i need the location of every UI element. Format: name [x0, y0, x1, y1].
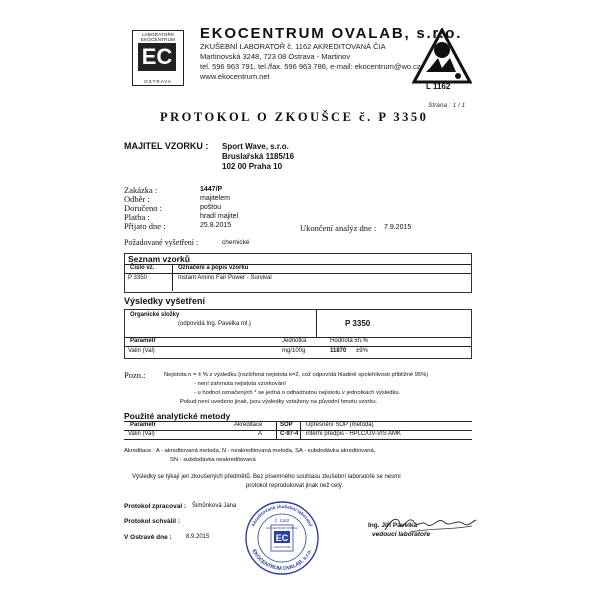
owner-label: MAJITEL VZORKU :	[124, 141, 209, 151]
odber-value: majitelem	[200, 195, 230, 202]
divider	[124, 273, 472, 274]
divider	[124, 264, 472, 265]
page-title: PROTOKOL O ZKOUŠCE č. P 3350	[160, 110, 429, 124]
notes-label: Pozn.:	[124, 370, 146, 380]
prijato-value: 25.8.2015	[200, 222, 232, 229]
schvalil-label: Protokol schválil :	[124, 518, 180, 525]
svg-text:Akreditovaná zkušební laborato	[250, 504, 313, 528]
address-line-2: Martinovská 3248, 723 08 Ostrava - Martinov	[200, 52, 351, 61]
sample-desc: Instant Amino Fair Power - Survival	[178, 275, 272, 281]
accreditation-number: L 1162	[426, 82, 451, 91]
date-value: 8.9.2015	[186, 534, 210, 540]
sample-num: P 3350	[128, 275, 147, 281]
address-line-1: ZKUŠEBNÍ LABORATOŘ č. 1162 AKREDITOVANÁ ČIA	[200, 42, 386, 51]
result-unit: mg/100g	[282, 348, 306, 354]
doruceno-value: poštou	[200, 204, 222, 211]
date-label: V Ostravě dne :	[124, 534, 172, 541]
signer-name: Ing. Jiří Pavelka	[368, 522, 418, 529]
results-responsible: (odpovídá Ing. Pavelka ml.)	[178, 321, 252, 327]
divider	[316, 309, 317, 337]
divider	[172, 264, 173, 291]
logo-bottom-text: OSTRAVA	[144, 79, 172, 84]
results-col-unit: Jednotka	[282, 338, 307, 344]
doruceno-label: Doručeno :	[124, 203, 163, 213]
pozadovane-value: chemické	[222, 239, 250, 246]
notes-line-2: - není zahrnuta nejistota vzorkování	[194, 381, 286, 387]
svg-text:EKOCENTRUM OVALAB, s.r.o.	[251, 548, 314, 572]
methods-col-sop: SOP	[280, 422, 293, 428]
methods-title: Použité analytické metody	[124, 411, 231, 421]
prijato-label: Přijato dne :	[124, 221, 166, 231]
results-title: Výsledky vyšetření	[124, 296, 206, 306]
method-spec: interní předpis - HPLC/UV-VIS AMK	[306, 431, 402, 437]
notes-line-1: Nejistota n = ± % z výsledku (rozšířená nejistota k=2, což odpovídá hladině spolehlivosti přibližně 95%)	[164, 372, 429, 378]
stamp-top-text: Akreditovaná zkušební laboratoř	[250, 503, 314, 528]
divider	[124, 439, 472, 440]
zpracoval-label: Protokol zpracoval :	[124, 503, 187, 510]
accreditation-note-1: Akreditace : A - akreditovaná metoda, N - neakreditovaná metoda, SA - subdodávka akreditovaná,	[124, 448, 376, 454]
results-group: Organické složky	[130, 312, 180, 318]
result-value: 11870	[330, 348, 347, 354]
results-col-param: Parametr	[130, 338, 157, 344]
results-protocol-id: P 3350	[345, 319, 371, 328]
disclaimer-line-2: protokol reprodukovat jinak než celý.	[246, 483, 344, 489]
ukonceni-value: 7.9.2015	[384, 224, 412, 231]
divider	[300, 421, 301, 439]
laboratory-logo	[132, 30, 184, 86]
address-line-4: www.ekocentrum.net	[200, 72, 270, 81]
results-col-value: Hodnota ±n.%	[330, 338, 368, 344]
result-uncertainty: ±9%	[356, 348, 368, 354]
disclaimer-line-1: Výsledky se týkají jen zkoušených předmětů. Bez písemného souhlasu zkušební laboratoře se nesmí	[132, 474, 401, 480]
samples-col-num: Číslo vz.	[130, 265, 155, 271]
owner-city: 102 00 Praha 10	[222, 162, 283, 171]
stamp-inner-top: EKOCENTRUM OSTRAVA	[266, 527, 298, 530]
laboratory-stamp	[244, 500, 320, 576]
samples-title: Seznam vzorků	[128, 254, 190, 264]
methods-col-param: Parametr	[130, 422, 157, 428]
zakazka-label: Zakázka :	[124, 185, 158, 195]
platba-label: Platba :	[124, 212, 150, 222]
divider	[124, 346, 472, 347]
notes-line-4: Pokud není uvedeno jinak, jsou výsledky vztaženy na původní hmotu vzorku.	[180, 399, 378, 405]
samples-col-desc: Označení a popis vzorku	[178, 265, 249, 271]
stamp-number: č. 1162	[274, 518, 290, 523]
method-accr: A	[258, 431, 263, 437]
stamp-inner-mark: EC	[275, 533, 289, 543]
divider	[276, 421, 277, 439]
methods-col-spec: Upřesnění SOP (metoda)	[306, 422, 374, 428]
platba-value: hradí majitel	[200, 213, 239, 220]
logo-top-text: LABORATOŘE EKOCENTRUM	[140, 32, 175, 42]
method-param: Valin (Val)	[128, 431, 155, 437]
ukonceni-label: Ukončení analýz dne :	[300, 223, 377, 233]
page-number: Strana : 1 / 1	[428, 102, 466, 109]
company-name: EKOCENTRUM OVALAB, s.r.o.	[200, 25, 463, 42]
stamp-outer-text: EKOCENTRUM OVALAB, s.r.o.	[250, 548, 314, 573]
signer-role: vedoucí laboratoře	[372, 531, 431, 538]
address-line-3: tel. 596 963 791, tel./fax. 596 963 786, e-mail: ekocentrum@wo.cz	[200, 62, 421, 71]
divider	[124, 421, 472, 422]
owner-street: Bruslařská 1185/16	[222, 152, 295, 161]
method-sop: C-97-4	[280, 431, 299, 437]
odber-label: Odběr :	[124, 194, 150, 204]
notes-line-3: - u hodnot označených * se jedná o odhadnutou nejistotu v jednotkách výsledku.	[194, 390, 401, 396]
zpracoval-value: Šimůnková Jana	[192, 503, 237, 509]
pozadovane-label: Požadované vyšetření :	[124, 238, 199, 247]
accreditation-note-2: SN - subdodávka neakreditovaná	[170, 457, 256, 463]
result-param: Valin (Val)	[128, 348, 155, 354]
logo-mark: EC	[138, 43, 176, 71]
zakazka-value: 1447/P	[200, 186, 223, 193]
owner-name: Sport Wave, s.r.o.	[222, 142, 289, 151]
stamp-inner-bottom: LABORATOŘE	[273, 546, 291, 549]
methods-col-accr: Akreditace	[234, 422, 263, 428]
